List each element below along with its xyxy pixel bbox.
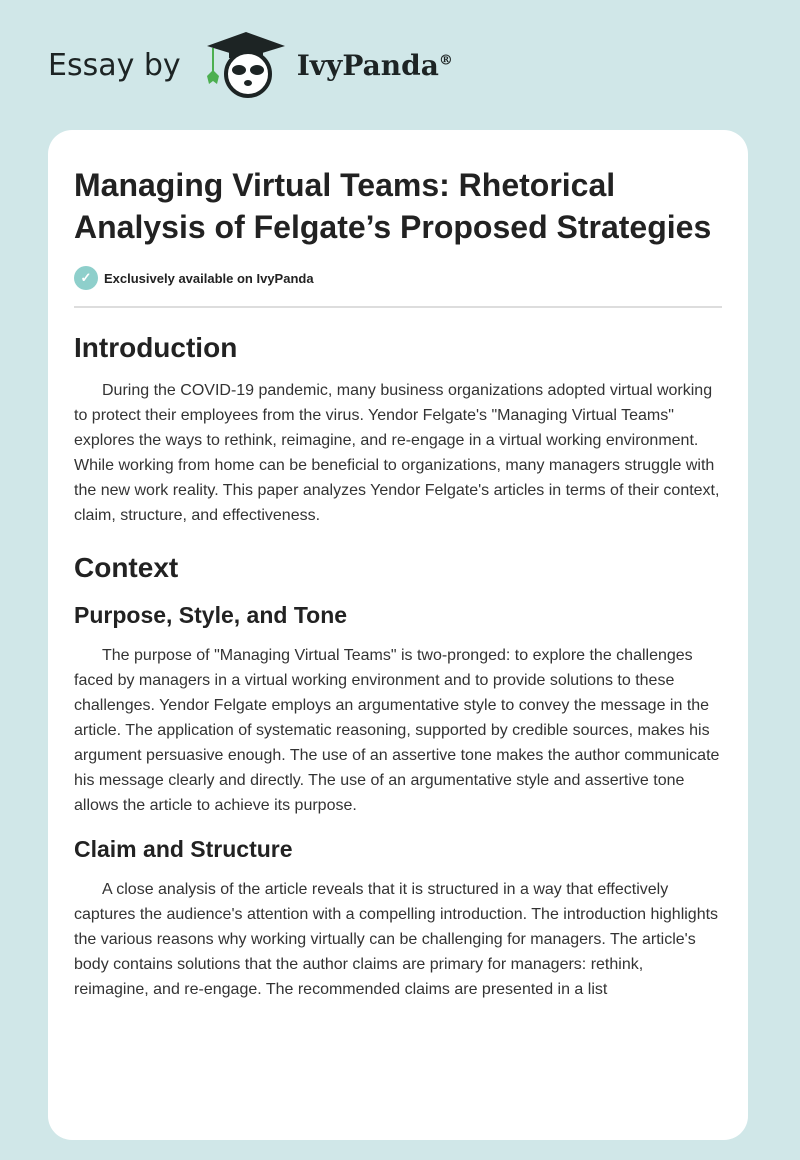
paragraph: During the COVID-19 pandemic, many business organizations adopted virtual working to protect their employees from the virus. Yendor Felgate's "Managing Virtual Teams" explores the ways to rethink, reimagine, and re-engage in a virtual working environment. While working from home can be beneficial to organizations, many managers struggle with the new work reality. This paper analyzes Yendor Felgate's articles in terms of their context, claim, structure, and effectiveness. bbox=[74, 382, 720, 524]
section-heading: Introduction bbox=[74, 332, 238, 363]
check-icon: ✓ bbox=[74, 266, 98, 290]
essay-by-label: Essay by bbox=[48, 47, 181, 83]
site-header bbox=[48, 30, 453, 100]
exclusive-badge bbox=[74, 266, 722, 308]
essay-title: Managing Virtual Teams: Rhetorical Analysis of Felgate’s Proposed Strategies bbox=[74, 167, 712, 245]
subsection-heading: Claim and Structure bbox=[74, 836, 293, 862]
brand-name: IvyPanda® bbox=[296, 48, 453, 82]
section-heading: Context bbox=[74, 552, 179, 583]
subsection-heading: Purpose, Style, and Tone bbox=[74, 602, 348, 628]
paragraph: The purpose of "Managing Virtual Teams" is two-pronged: to explore the challenges faced by managers in a virtual working environment and to provide solutions to these challenges. Yendor Felgate employs an argumentative style to convey the message in the article. The application of systematic reasoning, supported by credible sources, makes his argument persuasive enough. The use of an assertive tone makes the author communicate his message clearly and directly. The use of an argumentative style and assertive tone allows the article to achieve its purpose. bbox=[74, 647, 720, 814]
ivypanda-logo-icon bbox=[203, 30, 289, 100]
essay-card bbox=[48, 130, 748, 1140]
exclusive-label: Exclusively available on IvyPanda bbox=[104, 270, 314, 286]
paragraph: A close analysis of the article reveals that it is structured in a way that effectively captures the audience's attention with a compelling introduction. The introduction highlights the various reasons why working virtually can be challenging for managers. The article's body contains solutions that the author claims are primary for managers: rethink, reimagine, and re-engage. The recommended claims are presented in a list bbox=[74, 881, 719, 998]
